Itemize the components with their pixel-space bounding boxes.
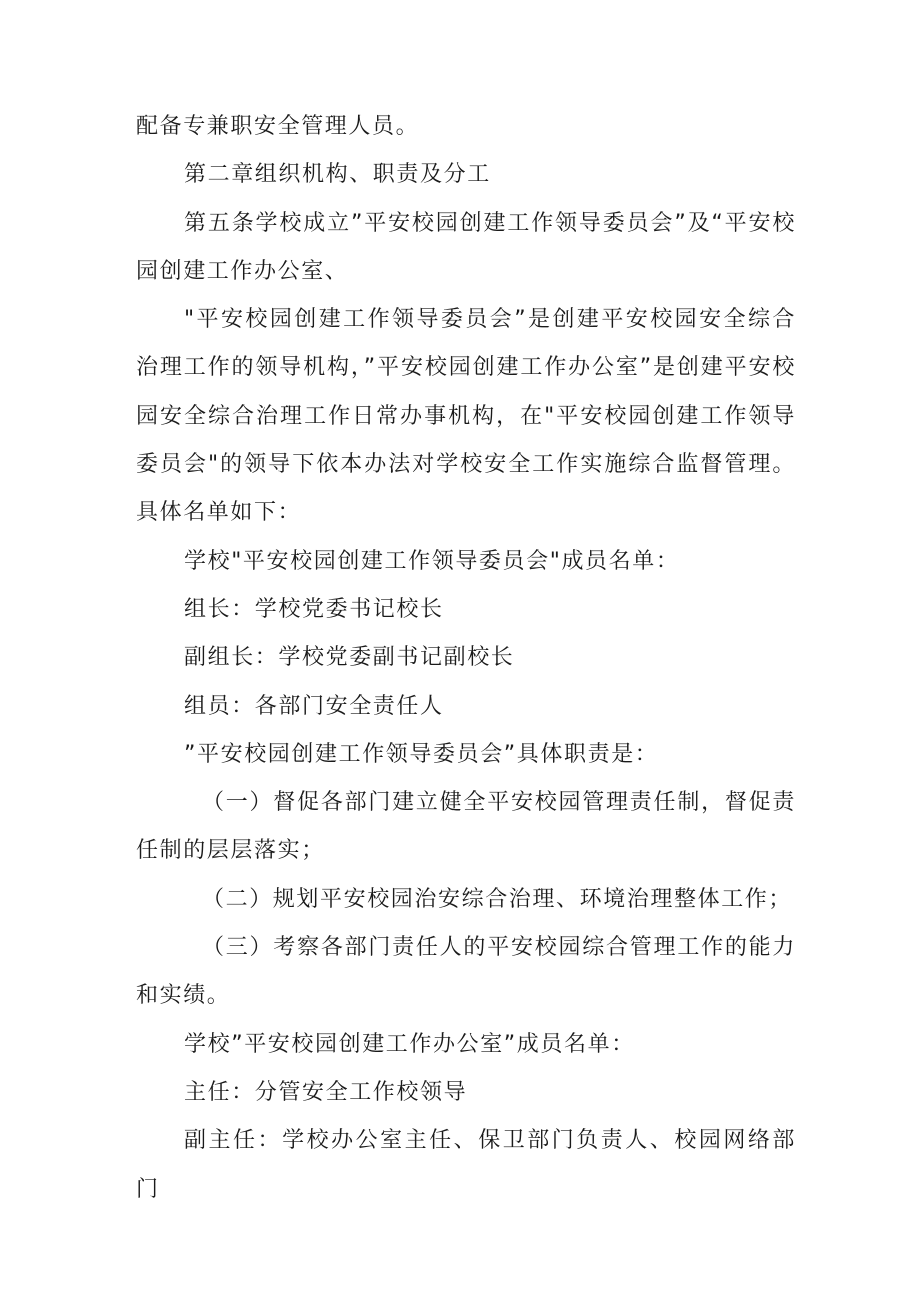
committee-member-list-heading: 学校"平安校园创建工作领导委员会"成员名单：	[184, 548, 680, 574]
document-body	[136, 103, 796, 1214]
paragraph-committee-description: "平安校园创建工作领导委员会”是创建平安校园安全综合治理工作的领导机构，”平安校园创建工作办公室”是创建平安校园安全综合治理工作日常办事机构，在"平安校园创建工作领导委员会"的领导下依本办法对学校安全工作实施综合监督管理。具体名单如下：	[136, 307, 796, 526]
committee-leader: 组长：学校党委书记校长	[184, 596, 444, 622]
duty-item-3: （三）考察各部门责任人的平安校园综合管理工作的能力和实绩。	[136, 935, 796, 1009]
office-director: 主任：分管安全工作校领导	[184, 1079, 468, 1105]
duty-item-2: （二）规划平安校园治安综合治理、环境治理整体工作；	[202, 886, 793, 912]
committee-deputy-leader: 副组长：学校党委副书记副校长	[184, 645, 515, 671]
office-member-list-heading: 学校”平安校园创建工作办公室”成员名单：	[184, 1031, 635, 1057]
committee-members: 组员：各部门安全责任人	[184, 693, 444, 719]
paragraph-article-5: 第五条学校成立”平安校园创建工作领导委员会”及“平安校园创建工作办公室、	[136, 210, 796, 284]
duty-item-1: （一）督促各部门建立健全平安校园管理责任制，督促责任制的层层落实；	[136, 790, 796, 864]
committee-duties-heading: ”平安校园创建工作领导委员会”具体职责是：	[184, 741, 659, 767]
paragraph-1: 配备专兼职安全管理人员。	[136, 114, 420, 139]
office-deputy-director: 副主任：学校办公室主任、保卫部门负责人、校园网络部门	[136, 1128, 796, 1202]
chapter-heading: 第二章组织机构、职责及分工	[184, 162, 491, 188]
